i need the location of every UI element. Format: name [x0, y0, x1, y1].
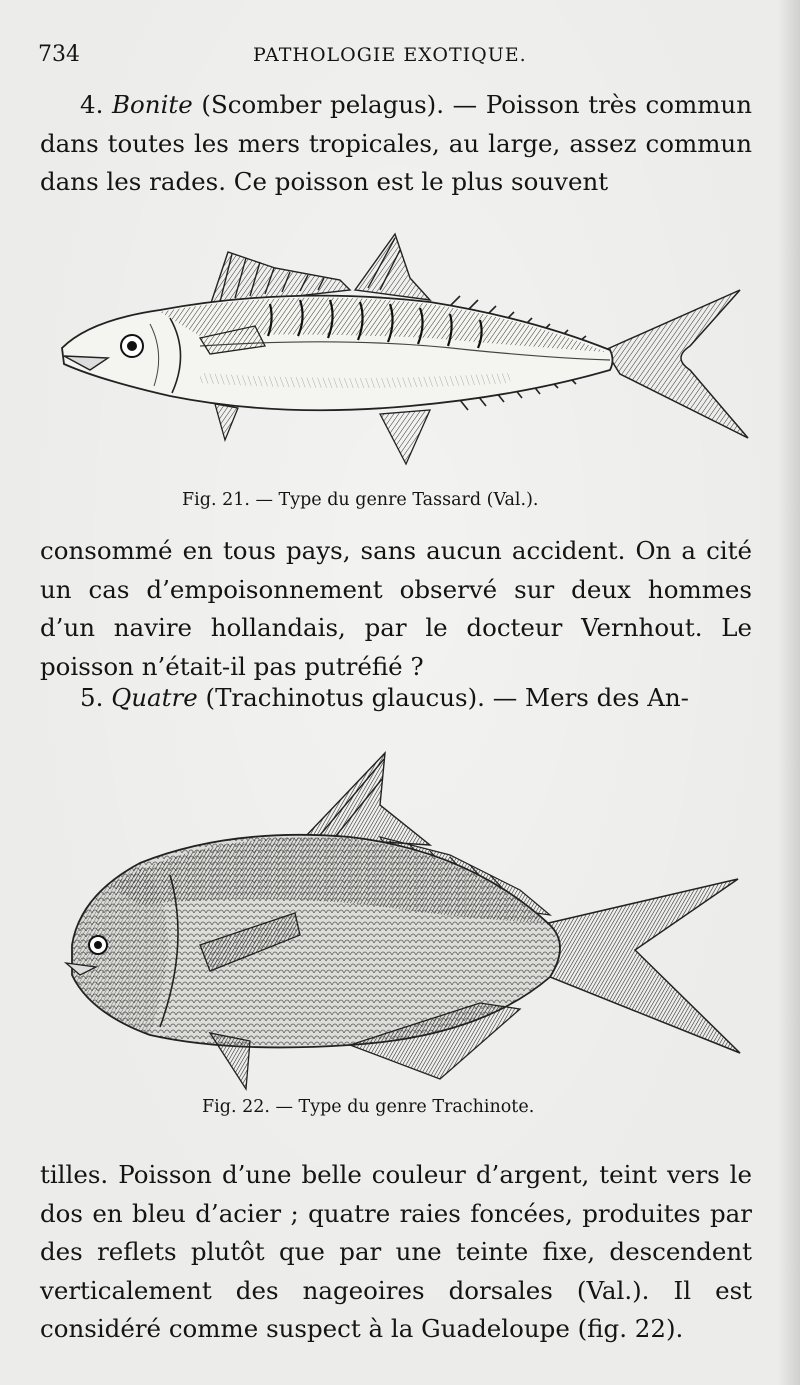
fish-name: Bonite: [112, 90, 193, 119]
anal-fin: [380, 410, 430, 464]
dorsal-spines: [305, 753, 430, 845]
pelvic-fin: [210, 1033, 250, 1089]
figure-caption: Fig. 21. — Type du genre Tassard (Val.).: [182, 490, 539, 510]
paragraph-quatre-continued: [40, 1156, 752, 1349]
head: [72, 863, 168, 1035]
page-number: 734: [38, 42, 80, 67]
pelvic-fin: [215, 404, 238, 440]
second-dorsal-fin: [355, 234, 430, 300]
paragraph-bonite: [40, 86, 752, 202]
item-number: 4.: [80, 90, 104, 119]
paragraph-quatre: [40, 679, 752, 718]
figure-caption: Fig. 22. — Type du genre Trachinote.: [202, 1097, 535, 1117]
page-header: [38, 40, 758, 76]
running-title: PATHOLOGIE EXOTIQUE.: [253, 44, 527, 66]
paragraph-text: consommé en tous pays, sans aucun accident. On a cité un cas d’empoisonnement observé sur deux hommes d’un navire hollandais, par le docteur Vernhout. Le poisson n’était-il pas putréfié ?: [40, 536, 752, 681]
page-edge-shadow: [778, 0, 800, 1385]
latin-name: (Scomber pelagus).: [201, 90, 445, 119]
figure-21: [50, 228, 750, 510]
caudal-fin: [605, 290, 748, 438]
paragraph-bonite-continued: [40, 532, 752, 686]
trachinote-fish-illustration: [50, 745, 750, 1095]
latin-name: (Trachinotus glaucus).: [205, 683, 485, 712]
paragraph-text: — Mers des An-: [492, 683, 689, 712]
fish-name: Quatre: [111, 683, 198, 712]
caudal-fin: [540, 879, 740, 1053]
item-number: 5.: [80, 683, 104, 712]
figure-22: [50, 745, 750, 1117]
tassard-fish-illustration: [50, 228, 750, 478]
paragraph-text: tilles. Poisson d’une belle couleur d’argent, teint vers le dos en bleu d’acier ; quatre raies foncées, produites par des reflets plutôt que par une teinte fixe, descendent verticalement des nageoires dorsales (Val.). Il est considéré comme suspect à la Guadeloupe (fig. 22).: [40, 1160, 752, 1343]
paragraph-text: — Poisson très commun dans toutes les mers tropicales, au large, assez commun dans les rades. Ce poisson est le plus souvent: [40, 90, 752, 196]
